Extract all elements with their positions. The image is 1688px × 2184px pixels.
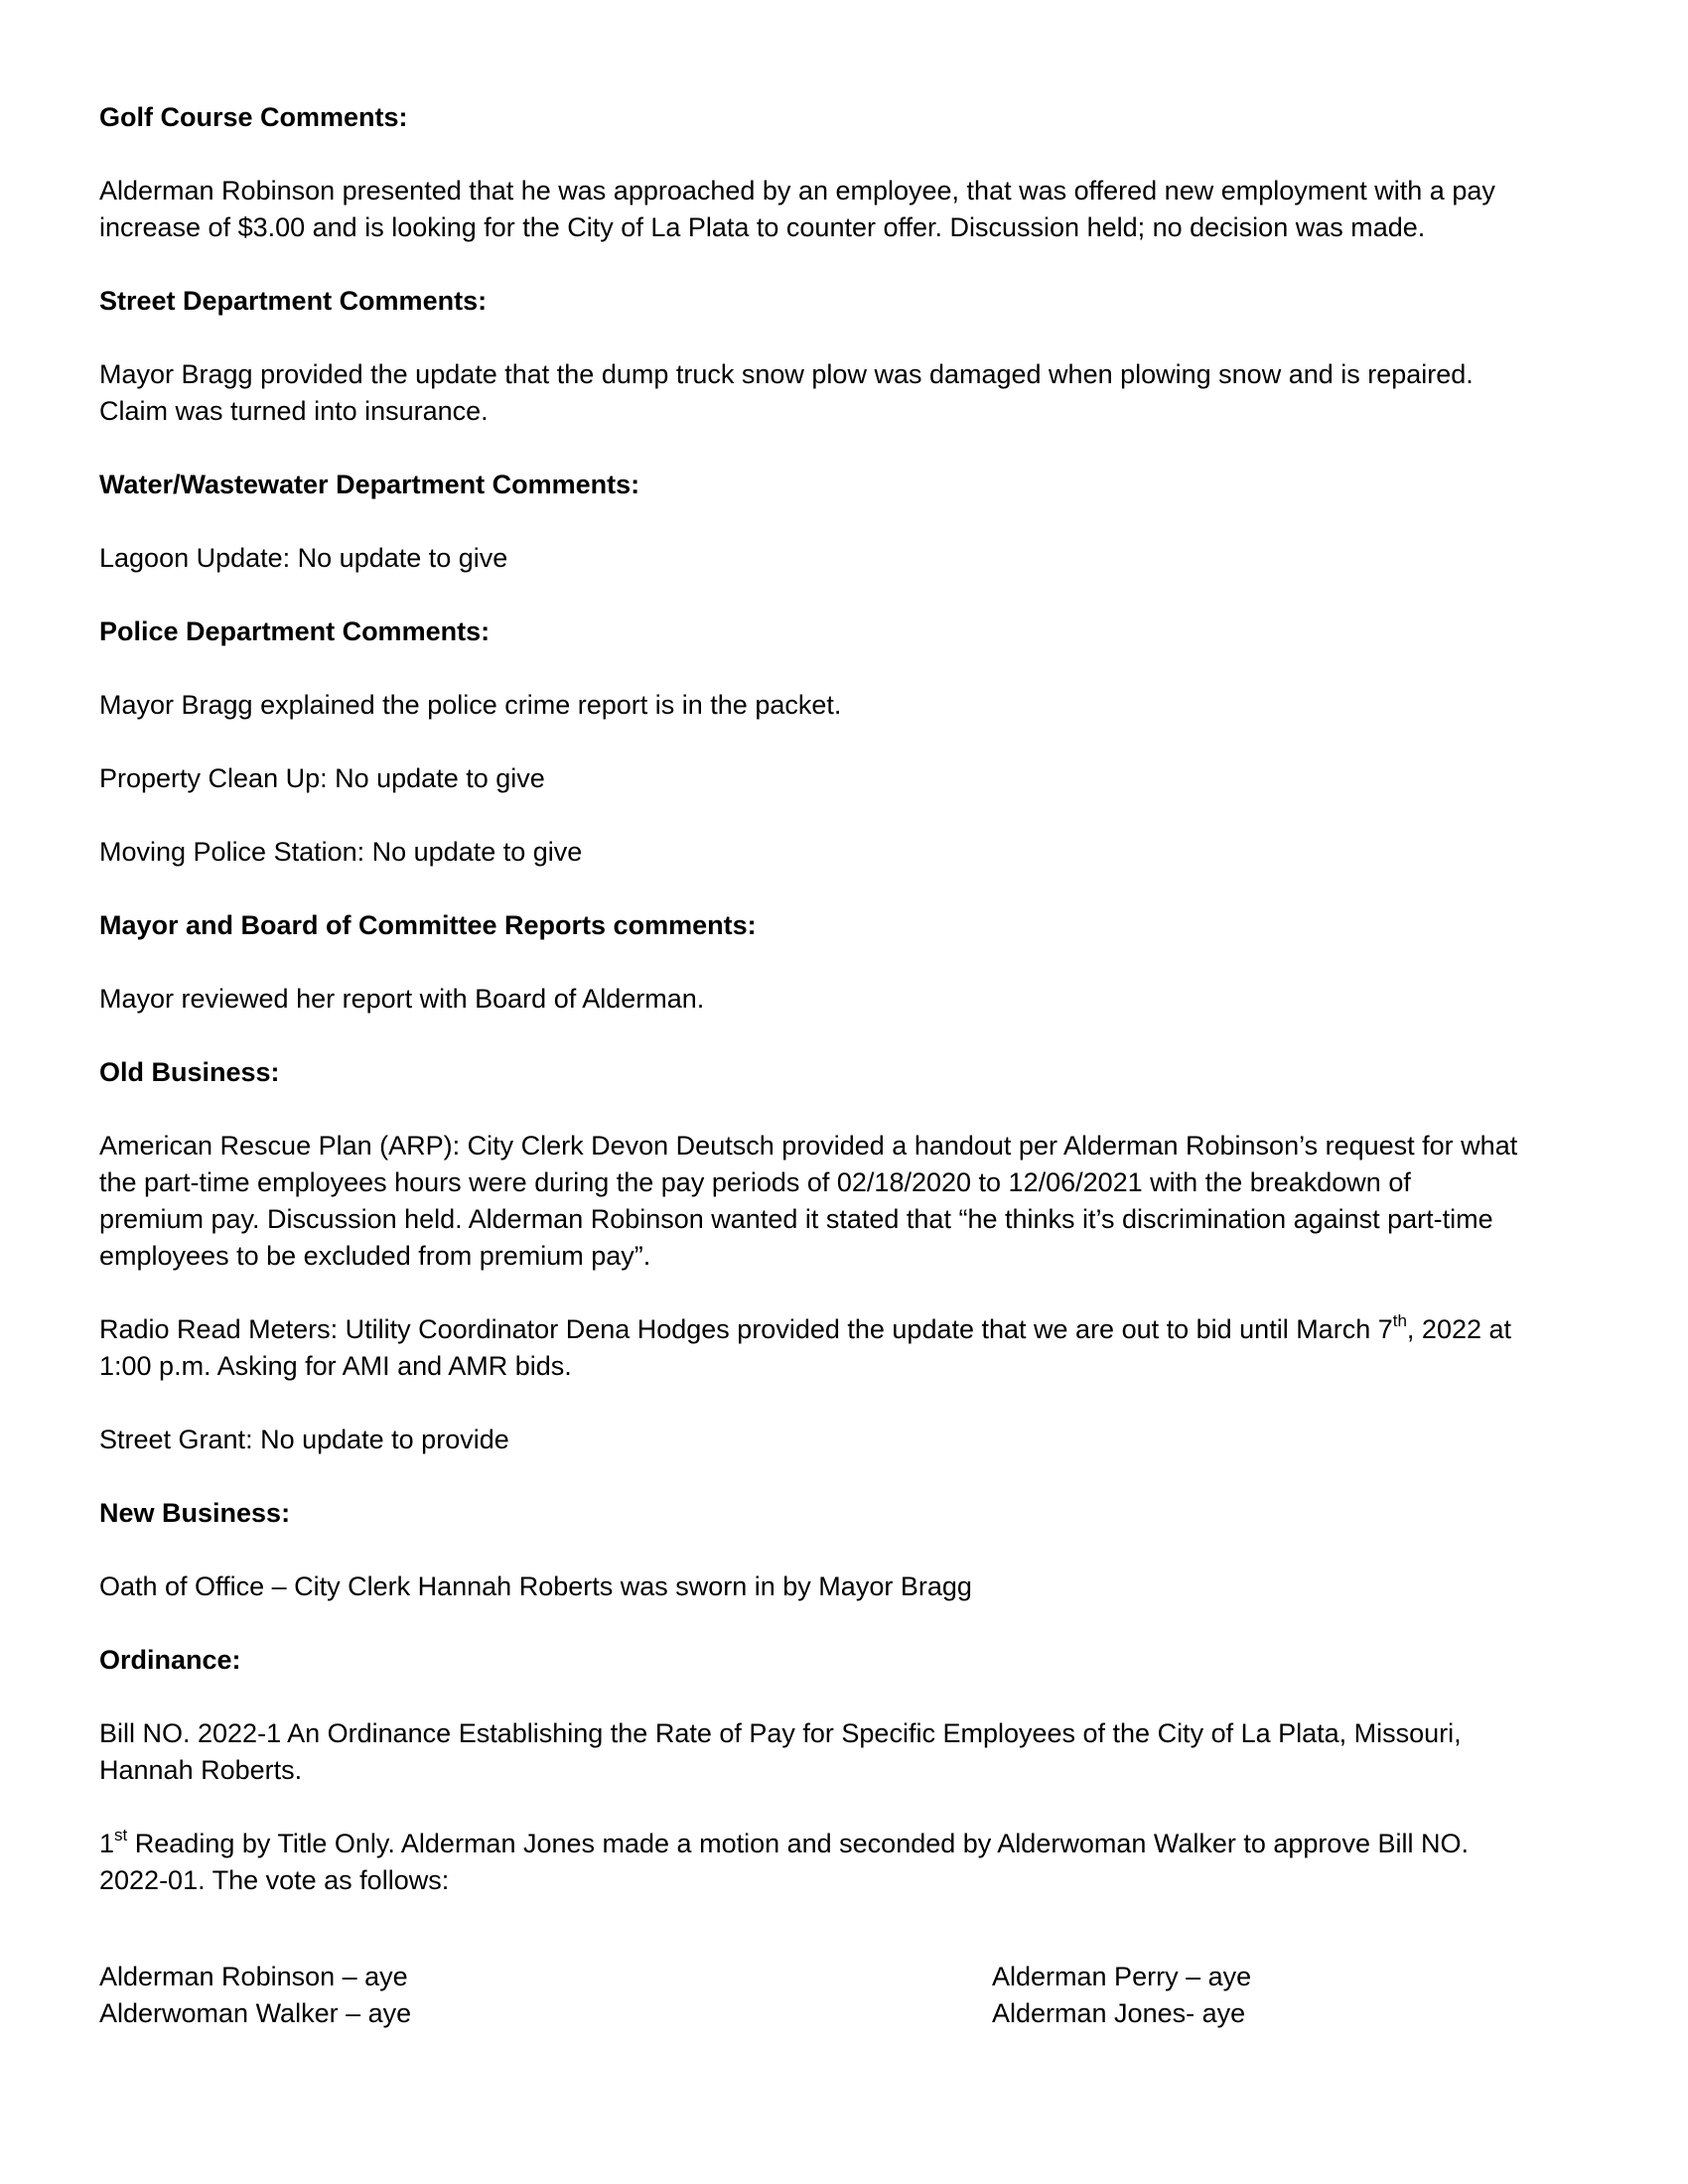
property-clean-up: Property Clean Up: No update to give xyxy=(99,763,545,793)
vote-entry: Alderman Robinson – aye xyxy=(99,1962,408,1991)
oath-of-office: Oath of Office – City Clerk Hannah Roberts was sworn in by Mayor Bragg xyxy=(99,1571,972,1601)
mayor-report-paragraph: Mayor reviewed her report with Board of Alderman. xyxy=(99,984,705,1014)
arp-paragraph-line: the part-time employees hours were during the pay periods of 02/18/2020 to 12/06/2021 with the breakdown of xyxy=(99,1167,1411,1197)
vote-column-left xyxy=(99,1959,411,2032)
golf-course-heading: Golf Course Comments: xyxy=(99,102,408,132)
radio-read-meters-line: 1:00 p.m. Asking for AMI and AMR bids. xyxy=(99,1351,572,1381)
mayor-board-reports-heading: Mayor and Board of Committee Reports comments: xyxy=(99,910,757,940)
old-business-heading: Old Business: xyxy=(99,1057,280,1087)
water-wastewater-heading: Water/Wastewater Department Comments: xyxy=(99,470,640,499)
new-business-heading: New Business: xyxy=(99,1498,291,1528)
vote-entry: Alderwoman Walker – aye xyxy=(99,1998,412,2028)
police-department-heading: Police Department Comments: xyxy=(99,616,491,646)
vote-column-right xyxy=(992,1959,1251,2032)
arp-paragraph-line: American Rescue Plan (ARP): City Clerk Devon Deutsch provided a handout per Alderman Robinson’s request for what xyxy=(99,1131,1518,1160)
street-grant: Street Grant: No update to provide xyxy=(99,1425,509,1454)
radio-read-meters-text: , 2022 at xyxy=(1406,1314,1512,1344)
first-reading-text: Reading by Title Only. Alderman Jones made a motion and seconded by Alderwoman Walker to approve Bill NO. xyxy=(127,1829,1469,1858)
vote-entry: Alderman Perry – aye xyxy=(992,1962,1252,1991)
golf-course-paragraph-line: increase of $3.00 and is looking for the City of La Plata to counter offer. Discussion held; no decision was made. xyxy=(99,212,1426,242)
moving-police-station: Moving Police Station: No update to give xyxy=(99,837,583,867)
bill-paragraph-line: Bill NO. 2022-1 An Ordinance Establishing the Rate of Pay for Specific Employees of the City of La Plata, Missouri, xyxy=(99,1718,1462,1748)
arp-paragraph-line: employees to be excluded from premium pay”. xyxy=(99,1241,651,1271)
first-reading-line: 2022-01. The vote as follows: xyxy=(99,1865,450,1895)
arp-paragraph-line: premium pay. Discussion held. Alderman Robinson wanted it stated that “he thinks it’s discrimination against part-time xyxy=(99,1204,1493,1234)
ordinal-suffix: st xyxy=(114,1826,128,1844)
street-department-paragraph-line: Mayor Bragg provided the update that the dump truck snow plow was damaged when plowing snow and is repaired. xyxy=(99,359,1474,389)
vote-entry: Alderman Jones- aye xyxy=(992,1998,1246,2028)
street-department-paragraph-line: Claim was turned into insurance. xyxy=(99,396,489,426)
golf-course-paragraph-line: Alderman Robinson presented that he was approached by an employee, that was offered new employment with a pay xyxy=(99,176,1495,205)
first-reading-text: 1 xyxy=(99,1829,115,1858)
ordinal-suffix: th xyxy=(1392,1311,1407,1330)
radio-read-meters-line xyxy=(99,1311,1511,1348)
lagoon-update: Lagoon Update: No update to give xyxy=(99,543,508,573)
vote-list xyxy=(99,1959,1599,2038)
ordinance-heading: Ordinance: xyxy=(99,1645,241,1675)
street-department-heading: Street Department Comments: xyxy=(99,286,488,316)
radio-read-meters-text: Radio Read Meters: Utility Coordinator Dena Hodges provided the update that we are out to bid until March 7 xyxy=(99,1314,1393,1344)
first-reading-line xyxy=(99,1826,1469,1862)
bill-paragraph-line: Hannah Roberts. xyxy=(99,1755,303,1785)
police-crime-report: Mayor Bragg explained the police crime report is in the packet. xyxy=(99,690,842,720)
